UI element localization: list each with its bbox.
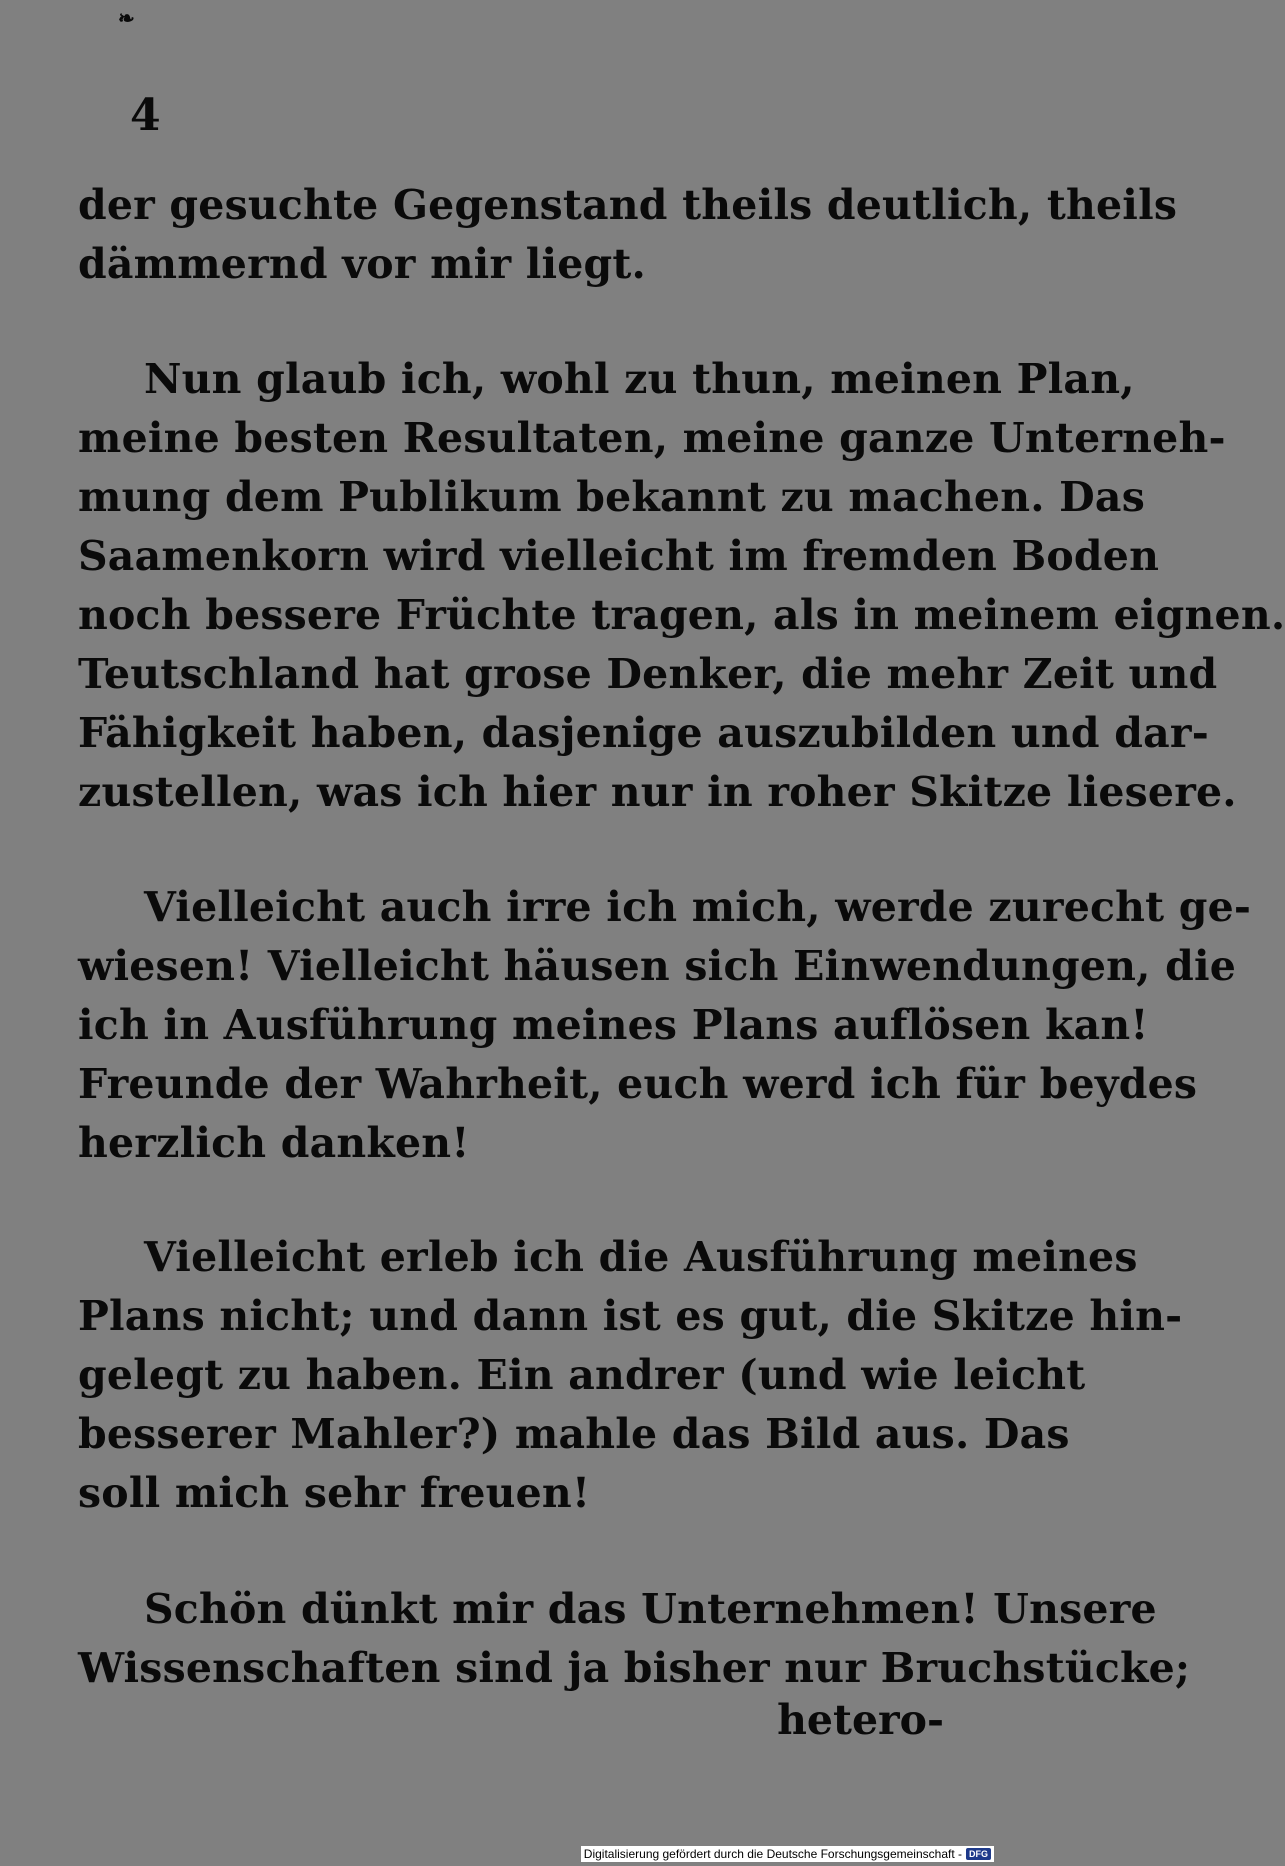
text-line: Freunde der Wahrheit, euch werd ich für beydes (78, 1060, 1198, 1108)
text-line: der gesuchte Gegenstand theils deutlich, theils (78, 181, 1178, 229)
digitization-footer (581, 1846, 994, 1862)
paragraph (78, 878, 1252, 1173)
catchword: hetero- (777, 1696, 944, 1744)
text-line: gelegt zu haben. Ein andrer (und wie leicht (78, 1351, 1086, 1399)
text-line: Teutschland hat grose Denker, die mehr Zeit und (78, 650, 1218, 698)
text-line: ich in Ausführung meines Plans auflösen kan! (78, 1001, 1149, 1049)
text-line: Vielleicht auch irre ich mich, werde zurecht ge- (144, 883, 1252, 931)
dfg-logo-icon: DFG (966, 1848, 991, 1860)
text-line: dämmernd vor mir liegt. (78, 240, 647, 288)
text-line: herzlich danken! (78, 1119, 470, 1167)
paragraph (78, 350, 1285, 822)
text-line: Schön dünkt mir das Unternehmen! Unsere (144, 1585, 1157, 1633)
text-line: besserer Mahler?) mahle das Bild aus. Das (78, 1410, 1070, 1458)
text-line: Saamenkorn wird vielleicht im fremden Boden (78, 532, 1160, 580)
text-line: Vielleicht erleb ich die Ausführung meines (144, 1233, 1138, 1281)
text-line: Nun glaub ich, wohl zu thun, meinen Plan, (144, 355, 1135, 403)
text-line: mung dem Publikum bekannt zu machen. Das (78, 473, 1145, 521)
ornament-mark: ❧ (118, 6, 135, 30)
paragraph (78, 1580, 1191, 1698)
text-line: soll mich sehr freuen! (78, 1469, 591, 1517)
text-line: wiesen! Vielleicht häusen sich Einwendungen, die (78, 942, 1237, 990)
text-line: noch bessere Früchte tragen, als in meinem eignen. (78, 591, 1285, 639)
paragraph (78, 176, 1178, 294)
page-number: 4 (130, 90, 161, 141)
paragraph (78, 1228, 1183, 1523)
text-line: Fähigkeit haben, dasjenige auszubilden und dar- (78, 709, 1209, 757)
footer-credit: Digitalisierung gefördert durch die Deutsche Forschungsgemeinschaft - (583, 1847, 962, 1861)
text-line: Plans nicht; und dann ist es gut, die Skitze hin- (78, 1292, 1183, 1340)
text-line: zustellen, was ich hier nur in roher Skitze liesere. (78, 768, 1237, 816)
text-line: meine besten Resultaten, meine ganze Unterneh- (78, 414, 1226, 462)
text-line: Wissenschaften sind ja bisher nur Bruchstücke; (78, 1644, 1191, 1692)
